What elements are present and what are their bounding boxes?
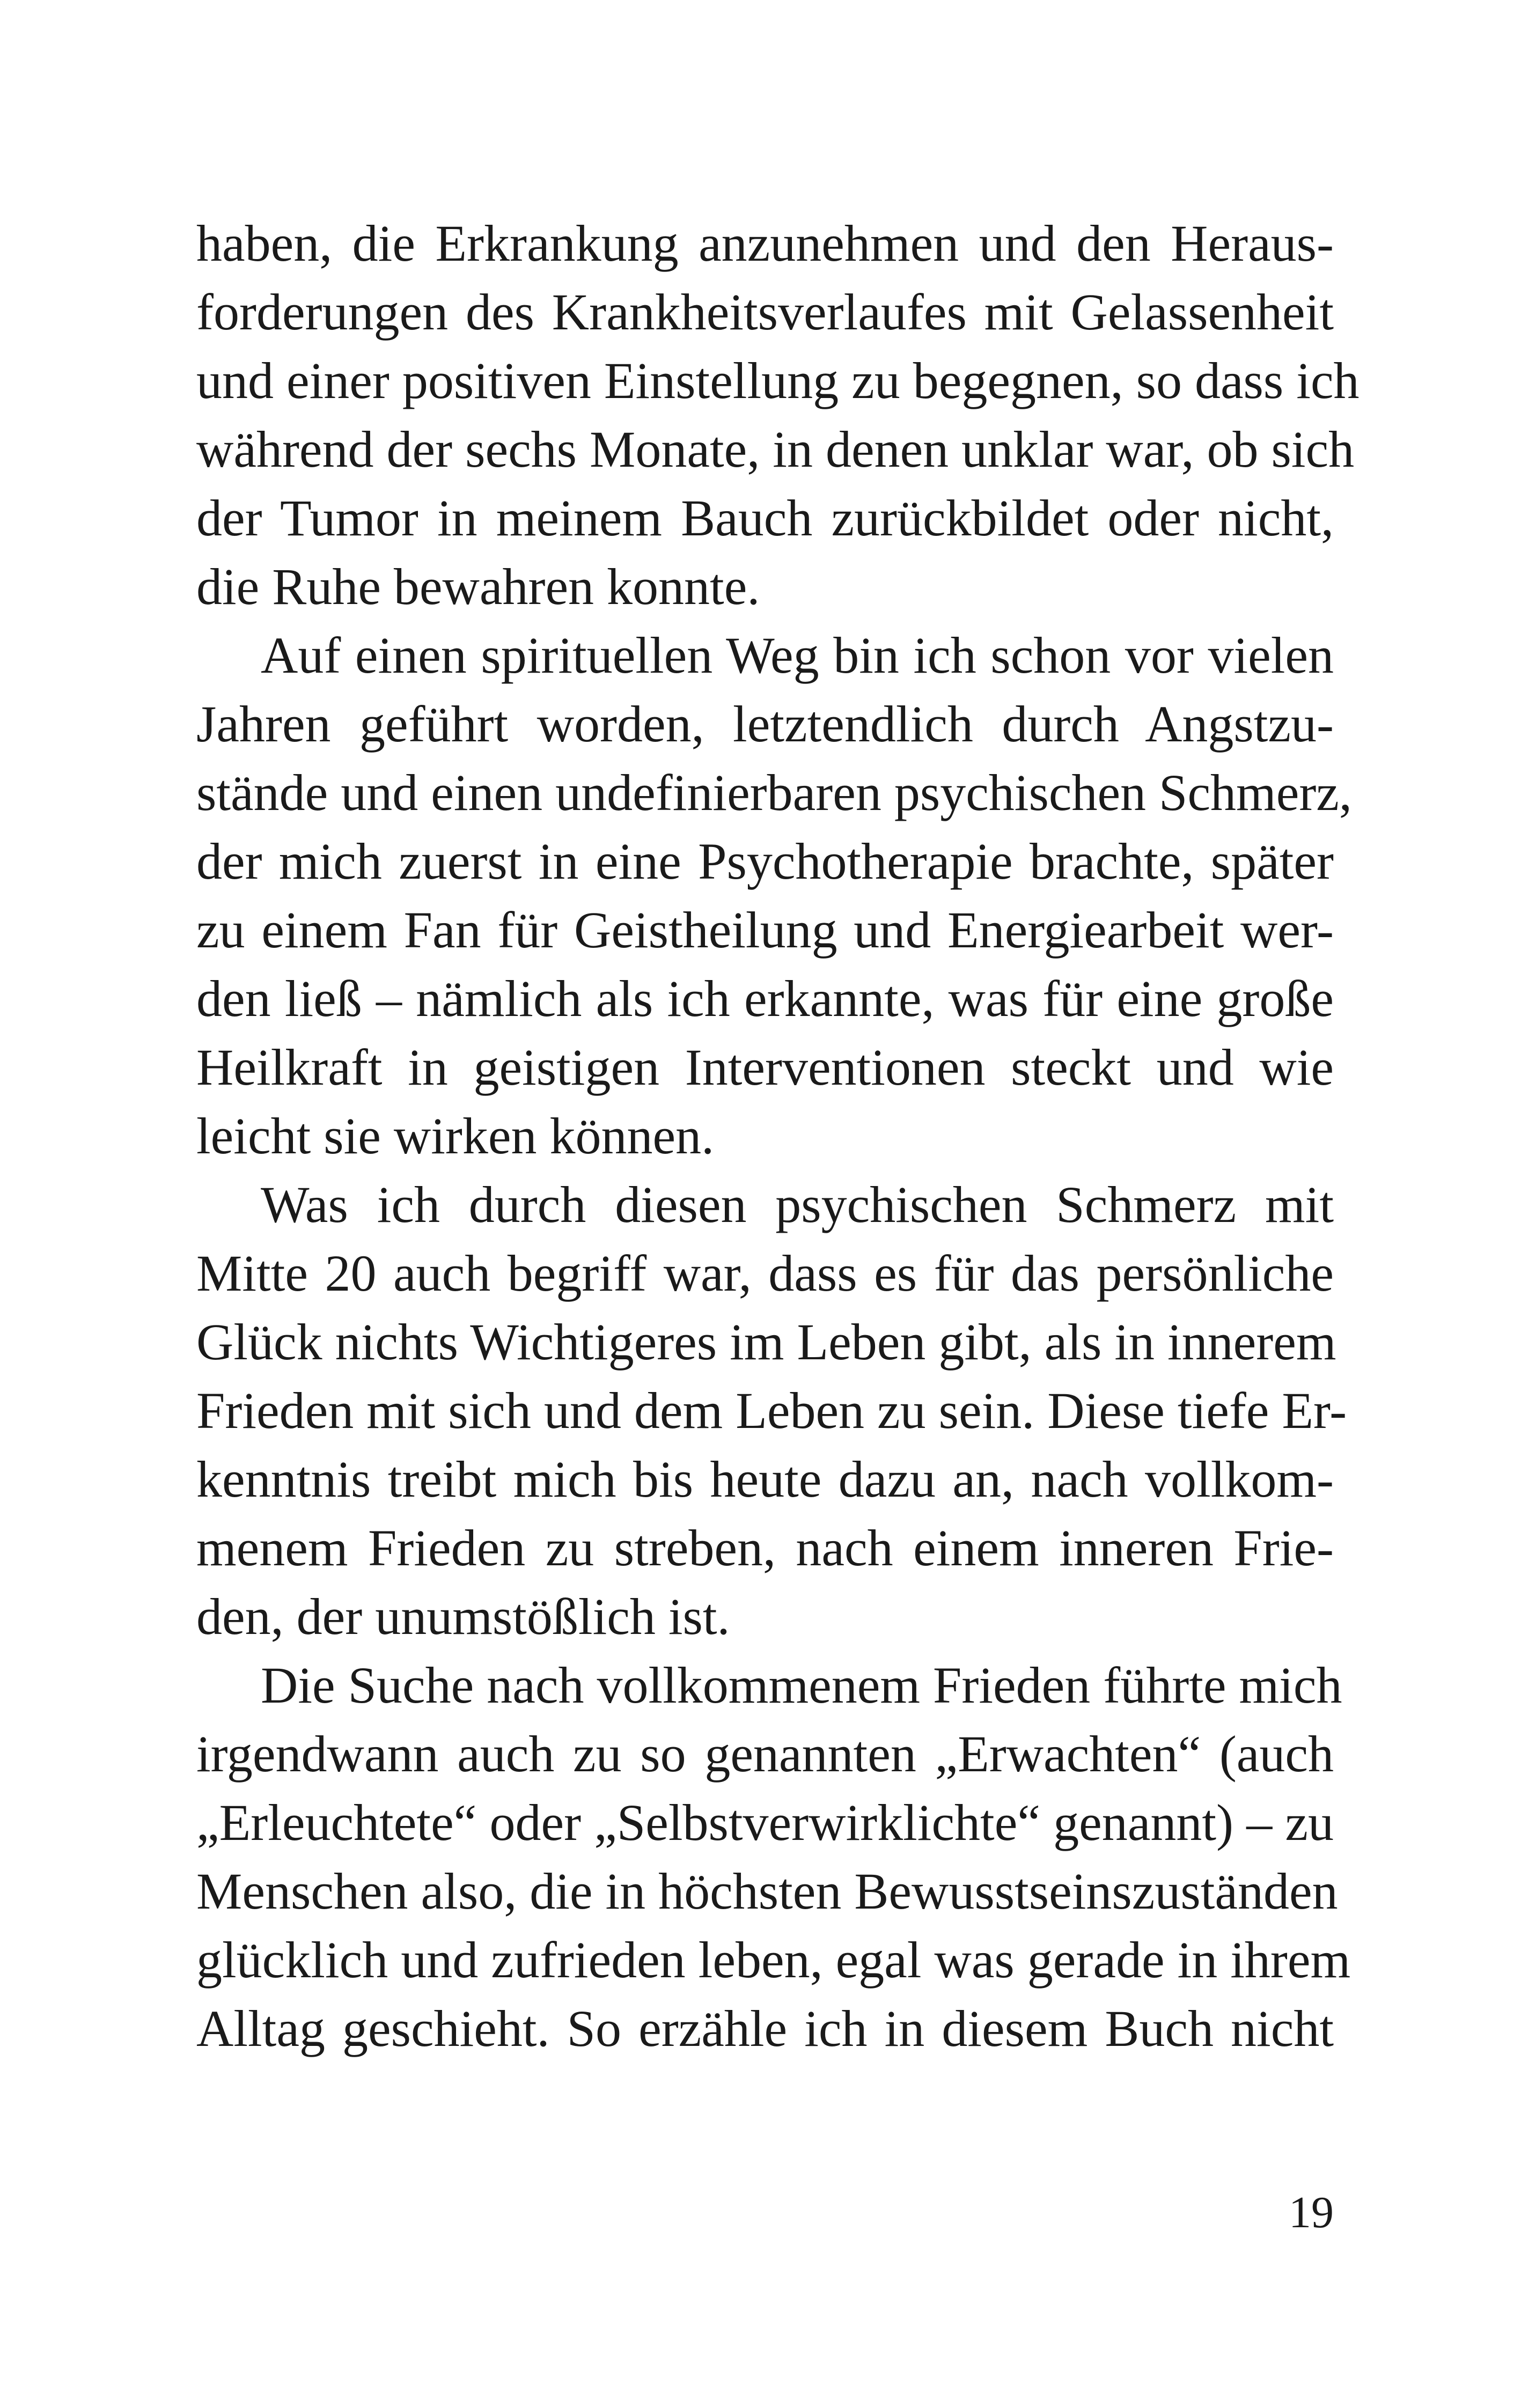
text-line: während der sechs Monate, in denen unklar war, ob sich [196,421,1355,478]
text-line: irgendwann auch zu so genannten „Erwachten“ (auch [196,1725,1334,1783]
text-line: Die Suche nach vollkommenem Frieden führte mich [261,1656,1342,1714]
text-line: forderungen des Krankheitsverlaufes mit Gelassenheit [196,283,1334,341]
text-line: Heilkraft in geistigen Interventionen steckt und wie [196,1039,1334,1096]
text-line: „Erleuchtete“ oder „Selbstverwirklichte“ genannt) – zu [196,1794,1334,1851]
text-line: Menschen also, die in höchsten Bewusstseinszuständen [196,1862,1338,1920]
text-line: Frieden mit sich und dem Leben zu sein. Diese tiefe Er- [196,1382,1347,1439]
page-number: 19 [1289,2188,1334,2237]
text-line: die Ruhe bewahren konnte. [196,558,760,615]
text-line: der mich zuerst in eine Psychotherapie brachte, später [196,833,1334,890]
text-line: zu einem Fan für Geistheilung und Energiearbeit wer- [196,901,1334,959]
text-line: Mitte 20 auch begriff war, dass es für das persönliche [196,1244,1334,1302]
text-line: Auf einen spirituellen Weg bin ich schon vor vielen [261,627,1334,684]
text-line: leicht sie wirken können. [196,1107,715,1165]
text-line: Glück nichts Wichtigeres im Leben gibt, als in innerem [196,1313,1336,1371]
text-line: glücklich und zufrieden leben, egal was gerade in ihrem [196,1931,1351,1989]
text-line: menem Frieden zu streben, nach einem inneren Frie- [196,1519,1334,1577]
text-line: haben, die Erkrankung anzunehmen und den Heraus- [196,215,1334,272]
text-line: stände und einen undefinierbaren psychischen Schmerz, [196,764,1352,821]
text-line: Alltag geschieht. So erzähle ich in diesem Buch nicht [196,2000,1334,2057]
text-line: kenntnis treibt mich bis heute dazu an, nach vollkom- [196,1450,1334,1508]
text-line: Jahren geführt worden, letztendlich durch Angstzu- [196,695,1334,753]
text-line: Was ich durch diesen psychischen Schmerz mit [261,1176,1334,1233]
text-line: der Tumor in meinem Bauch zurückbildet oder nicht, [196,489,1334,547]
text-line: den, der unumstößlich ist. [196,1588,730,1645]
text-line: den ließ – nämlich als ich erkannte, was für eine große [196,970,1334,1027]
text-line: und einer positiven Einstellung zu begegnen, so dass ich [196,352,1360,409]
